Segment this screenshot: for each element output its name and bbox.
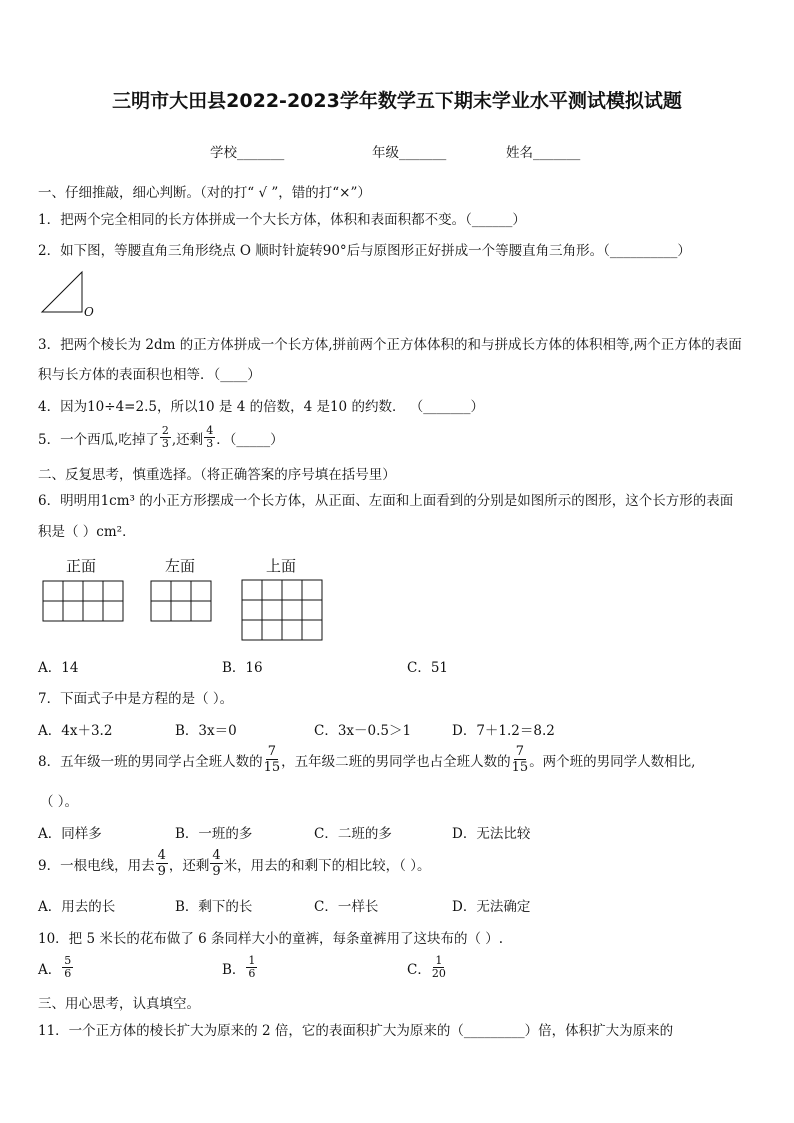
question-3-line-1: 3．把两个棱长为 2dm 的正方体拼成一个长方体,拼前两个正方体体积的和与拼成长方体的体积相等,两个正方体的表面 — [38, 337, 742, 353]
q10-option-a — [38, 955, 74, 980]
top-view-grid — [241, 579, 323, 641]
school-field: 学校_______ — [210, 145, 285, 161]
q5-fraction-left — [204, 425, 215, 450]
fraction-denominator: 20 — [431, 967, 446, 980]
section-2-heading: 二、反复思考，慎重选择。（将正确答案的序号填在括号里） — [38, 467, 396, 483]
question-4: 4．因为10÷4=2.5，所以10 是 4 的倍数，4 是10 的约数． （_______） — [38, 399, 484, 415]
option-label: A． — [38, 961, 62, 978]
q9-fraction-1 — [156, 848, 168, 879]
fraction-denominator: 15 — [263, 760, 281, 775]
q6-option-c: C．51 — [407, 660, 449, 676]
q5-text-a: 5．一个西瓜,吃掉了 — [38, 431, 159, 448]
front-view-grid — [42, 580, 124, 622]
top-view-label: 上面 — [266, 557, 297, 575]
question-7: 7．下面式子中是方程的是（ ）。 — [38, 691, 234, 707]
q10-option-c — [407, 955, 447, 980]
q9-text-c: 米，用去的和剩下的相比较，（ ）。 — [223, 857, 431, 874]
q8-option-a: A．同样多 — [38, 826, 102, 842]
fraction-numerator: 1 — [435, 954, 443, 967]
option-label: B． — [222, 961, 246, 978]
fraction-numerator: 7 — [267, 744, 276, 759]
point-o-label: O — [84, 305, 94, 319]
isosceles-right-triangle — [42, 272, 82, 312]
page-title: 三明市大田县2022-2023学年数学五下期末学业水平测试模拟试题 — [112, 90, 682, 112]
q9-text-b: ，还剩 — [168, 857, 210, 874]
q5-text-c: ．（_____） — [216, 431, 284, 448]
fraction-numerator: 2 — [161, 424, 169, 437]
q6-option-a: A．14 — [38, 660, 79, 676]
fraction-denominator: 9 — [157, 864, 166, 879]
fraction-denominator: 6 — [64, 967, 72, 980]
fraction-numerator: 4 — [206, 424, 214, 437]
grade-field: 年级_______ — [372, 145, 447, 161]
q8-option-b: B．一班的多 — [175, 826, 253, 842]
fraction-denominator: 9 — [212, 864, 221, 879]
q9-text-a: 9．一根电线，用去 — [38, 857, 155, 874]
q7-option-d: D．7＋1.2＝8.2 — [452, 723, 555, 739]
q10-option-b — [222, 955, 258, 980]
fraction-denominator: 6 — [248, 967, 256, 980]
q8-option-c: C．二班的多 — [314, 826, 392, 842]
fraction-denominator: 15 — [511, 760, 529, 775]
question-8 — [38, 744, 695, 775]
question-10: 10．把 5 米长的花布做了 6 条同样大小的童裤，每条童裤用了这块布的（ ）. — [38, 931, 504, 947]
q8-fraction-2 — [512, 744, 529, 775]
question-6-line-1: 6．明明用1cm³ 的小正方形摆成一个长方体，从正面、左面和上面看到的分别是如图所示的图形，这个长方形的表面 — [38, 493, 734, 509]
option-fraction — [62, 955, 73, 980]
question-6-line-2: 积是（ ）cm²． — [38, 524, 136, 540]
section-3-heading: 三、用心思考，认真填空。 — [38, 996, 200, 1012]
question-3-line-2: 积与长方体的表面积也相等．（____） — [38, 367, 261, 383]
q7-option-a: A．4x＋3.2 — [38, 723, 113, 739]
q9-fraction-2 — [210, 848, 222, 879]
name-field: 姓名_______ — [506, 145, 581, 161]
question-1: 1．把两个完全相同的长方体拼成一个大长方体，体积和表面积都不变。（______） — [38, 212, 526, 228]
fraction-denominator: 3 — [206, 437, 214, 450]
fraction-numerator: 4 — [157, 848, 166, 863]
q6-option-b: B．16 — [222, 660, 263, 676]
fraction-numerator: 4 — [212, 848, 221, 863]
question-5 — [38, 425, 284, 450]
option-fraction — [246, 955, 257, 980]
q8-option-d: D．无法比较 — [452, 826, 531, 842]
q9-option-b: B．剩下的长 — [175, 899, 253, 915]
q7-option-c: C．3x－0.5＞1 — [314, 723, 412, 739]
q8-text-b: ，五年级二班的男同学也占全班人数的 — [281, 753, 511, 770]
fraction-numerator: 7 — [515, 744, 525, 759]
section-1-heading: 一、仔细推敲，细心判断。（对的打“ √ ”，错的打“×”） — [38, 185, 371, 201]
q5-fraction-eaten — [160, 425, 171, 450]
question-9 — [38, 848, 430, 879]
fraction-numerator: 5 — [64, 954, 72, 967]
left-view-grid — [150, 580, 212, 622]
option-fraction — [432, 955, 446, 980]
question-11: 11．一个正方体的棱长扩大为原来的 2 倍，它的表面积扩大为原来的（_________）倍，体积扩大为原来的 — [38, 1023, 674, 1039]
q8-text-a: 8．五年级一班的男同学占全班人数的 — [38, 753, 263, 770]
fraction-denominator: 3 — [161, 437, 169, 450]
question-2: 2．如下图，等腰直角三角形绕点 O 顺时针旋转90°后与原图形正好拼成一个等腰直角三角形。（__________） — [38, 243, 691, 259]
q9-option-c: C．一样长 — [314, 899, 379, 915]
q8-fraction-1 — [264, 744, 281, 775]
fraction-numerator: 1 — [248, 954, 256, 967]
front-view-label: 正面 — [66, 557, 97, 575]
q9-option-d: D．无法确定 — [452, 899, 531, 915]
q5-text-b: ,还剩 — [171, 431, 204, 448]
q8-text-c: 。两个班的男同学人数相比, — [529, 753, 696, 770]
question-8-line-2: （ ）。 — [40, 794, 79, 810]
option-label: C． — [407, 961, 431, 978]
q7-option-b: B．3x＝0 — [175, 723, 237, 739]
left-view-label: 左面 — [165, 557, 196, 575]
q9-option-a: A．用去的长 — [38, 899, 116, 915]
